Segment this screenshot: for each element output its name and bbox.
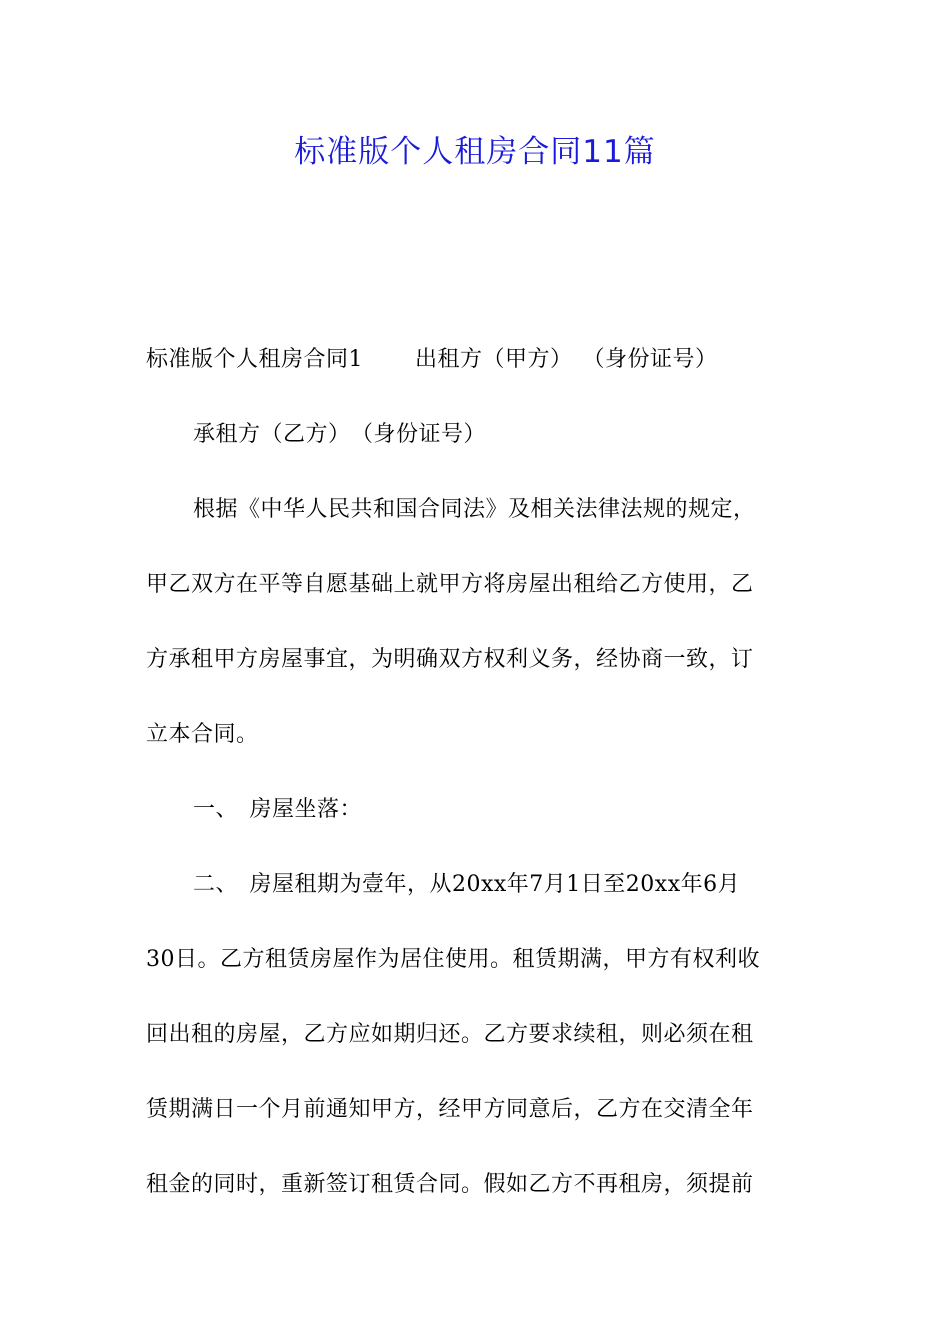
paragraph-line: 根据《中华人民共和国合同法》及相关法律法规的规定， (193, 497, 756, 522)
paragraph-line: 回出租的房屋，乙方应如期归还。乙方要求续租，则必须在租 (146, 1022, 754, 1047)
clause-heading: 二、 房屋租期为壹年，从20xx年7月1日至20xx年6月 (193, 872, 741, 897)
document-title: 标准版个人租房合同11篇 (294, 134, 656, 170)
lessor-label: 出租方（甲方） (415, 347, 573, 372)
contract-number-label: 标准版个人租房合同1 (146, 347, 363, 372)
paragraph-line: 甲乙双方在平等自愿基础上就甲方将房屋出租给乙方使用，乙 (146, 572, 754, 597)
contract-heading-line (146, 342, 718, 378)
paragraph-line: 赁期满日一个月前通知甲方，经甲方同意后，乙方在交清全年 (146, 1097, 754, 1122)
clause-heading: 一、 房屋坐落： (193, 797, 363, 822)
paragraph-line: 30日。乙方租赁房屋作为居住使用。租赁期满，甲方有权利收 (146, 947, 760, 972)
paragraph-line: 方承租甲方房屋事宜，为明确双方权利义务，经协商一致，订 (146, 647, 754, 672)
lessee-line: 承租方（乙方） （身份证号） (193, 422, 487, 447)
paragraph-line: 立本合同。 (146, 722, 259, 747)
paragraph-line: 租金的同时，重新签订租赁合同。假如乙方不再租房，须提前 (146, 1172, 754, 1197)
lessor-id-label: （身份证号） (582, 347, 718, 372)
